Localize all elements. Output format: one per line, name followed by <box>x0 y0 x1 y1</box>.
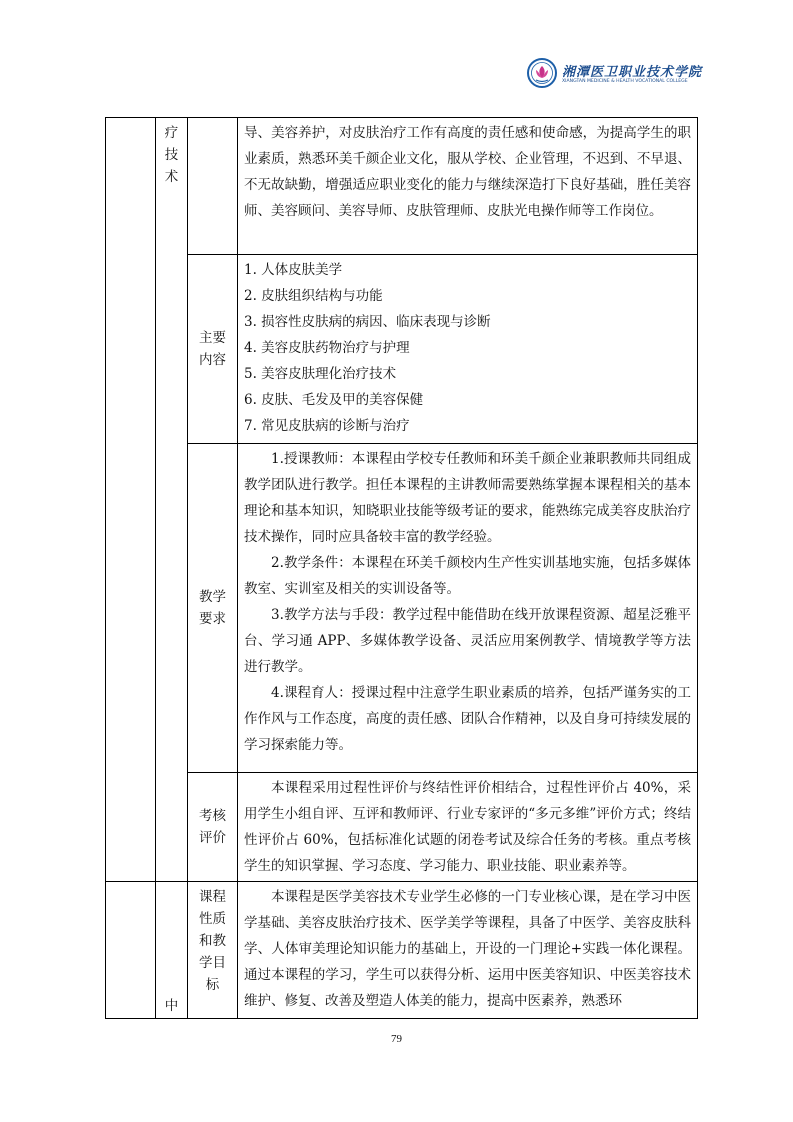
assessment-text: 本课程采用过程性评价与终结性评价相结合，过程性评价占 40%，采用学生小组自评、互评和教师评、行业专家评的“多元多维”评价方式；终结性评价占 60%，包括标准化试题的闭卷考试及综合任务的考核。重点考核学生的知识掌握、学习态度、学习能力、职业技能、职业素养等。 <box>244 779 691 874</box>
list-item: 2. 皮肤组织结构与功能 <box>244 288 383 305</box>
tcm-objective-text: 本课程是医学美容技术专业学生必修的一门专业核心课，是在学习中医学基础、美容皮肤治疗技术、医学美学等课程，具备了中医学、美容皮肤科学、人体审美理论知识能力的基础上，开设的一门理论+实践一体化课程。通过本课程的学习，学生可以获得分析、运用中医美容知识、中医美容技术维护、修复、改善及塑造人体美的能力，提高中医素养，熟悉环 <box>244 888 691 1009</box>
list-item: 3. 损容性皮肤病的病因、临床表现与诊断 <box>244 314 491 331</box>
teaching-para: 3.教学方法与手段：教学过程中能借助在线开放课程资源、超星泛雅平台、学习通 APP、多媒体教学设备、灵活应用案例教学、情境教学等方法进行教学。 <box>244 607 691 676</box>
assessment-label: 考核评价 <box>188 772 238 881</box>
objective-label: 课程性质和教学目标 <box>188 881 238 1018</box>
college-name-en: XIANGTAN MEDICINE & HEALTH VOCATIONAL COLLEGE <box>562 79 688 84</box>
empty-cell <box>106 118 156 882</box>
college-name-cn: 湘潭医卫职业技术学院 <box>562 65 703 80</box>
course-table <box>105 117 698 1019</box>
empty-cell <box>106 881 156 1018</box>
table-row <box>106 255 698 444</box>
tcm-objective-cell <box>238 881 698 1018</box>
table-row <box>106 118 698 255</box>
assessment-cell <box>238 772 698 881</box>
category-cell-skin <box>156 118 188 882</box>
category-cell-tcm <box>156 881 188 1018</box>
content-label: 主要内容 <box>188 255 238 444</box>
table-row <box>106 444 698 772</box>
list-item: 4. 美容皮肤药物治疗与护理 <box>244 340 410 357</box>
teaching-requirements <box>238 444 698 772</box>
content-list <box>238 255 698 444</box>
list-item: 6. 皮肤、毛发及甲的美容保健 <box>244 392 424 409</box>
category-char: 中 <box>164 998 179 1014</box>
page-number: 79 <box>391 1033 402 1045</box>
list-item: 5. 美容皮肤理化治疗技术 <box>244 366 397 383</box>
college-logo <box>527 58 703 92</box>
objective-text: 导、美容养护，对皮肤治疗工作有高度的责任感和使命感，为提高学生的职业素质，熟悉环美千颜企业文化，服从学校、企业管理，不迟到、不早退、不无故缺勤，增强适应职业变化的能力与继续深造打下良好基础，胜任美容师、美容顾问、美容导师、皮肤管理师、皮肤光电操作师等工作岗位。 <box>244 125 691 219</box>
teaching-para: 4.课程育人：授课过程中注意学生职业素质的培养，包括严谨务实的工作作风与工作态度，高度的责任感、团队合作精神，以及自身可持续发展的学习探索能力等。 <box>244 685 691 754</box>
table-row <box>106 881 698 1018</box>
category-char: 疗 <box>164 125 179 141</box>
category-char: 术 <box>164 169 179 185</box>
list-item: 7. 常见皮肤病的诊断与治疗 <box>244 418 410 435</box>
college-emblem-icon <box>527 58 557 88</box>
table-row <box>106 772 698 881</box>
category-char: 技 <box>164 147 179 163</box>
teaching-para: 1.授课教师：本课程由学校专任教师和环美千颜企业兼职教师共同组成教学团队进行教学。担任本课程的主讲教师需要熟练掌握本课程相关的基本理论和基本知识，知晓职业技能等级考证的要求，能熟练完成美容皮肤治疗技术操作，同时应具备较丰富的教学经验。 <box>244 451 691 546</box>
teaching-label: 教学要求 <box>188 444 238 772</box>
empty-label-cell <box>188 118 238 255</box>
list-item: 1. 人体皮肤美学 <box>244 262 343 279</box>
objective-cell <box>238 118 698 255</box>
teaching-para: 2.教学条件：本课程在环美千颜校内生产性实训基地实施，包括多媒体教室、实训室及相关的实训设备等。 <box>244 555 691 598</box>
